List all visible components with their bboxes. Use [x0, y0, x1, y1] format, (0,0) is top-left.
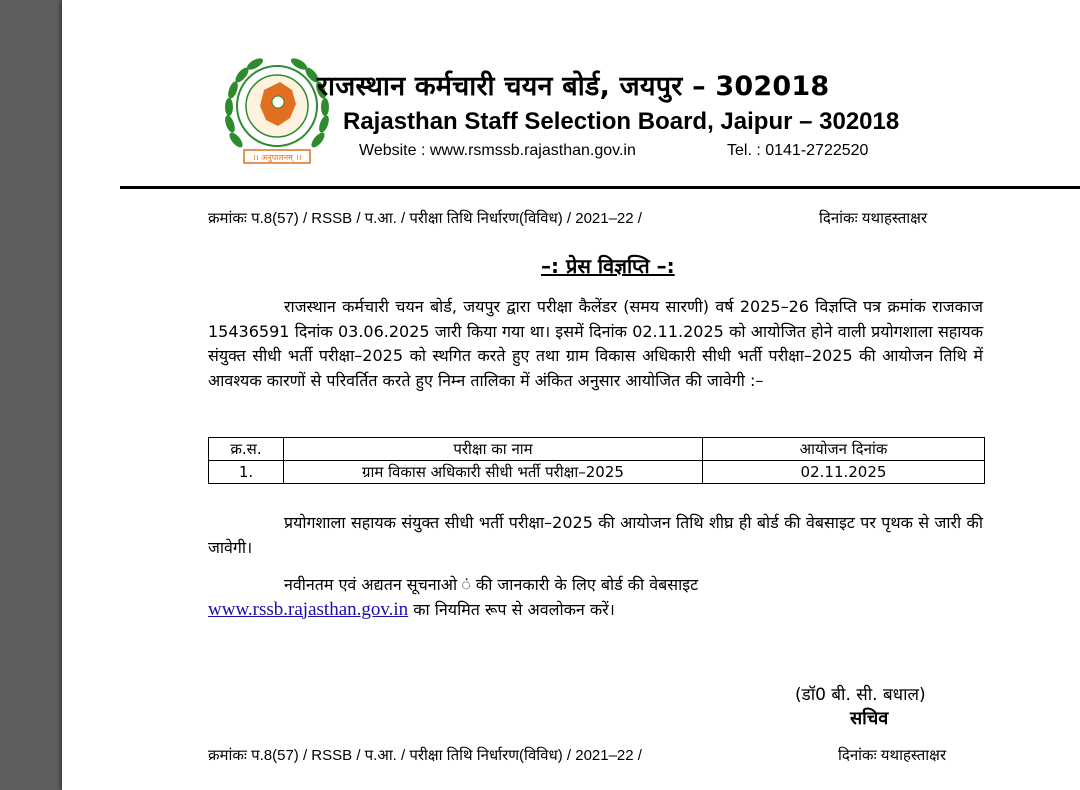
emblem-motto: ।। अनुपालनम् ।।: [252, 153, 302, 162]
header-website: Website : www.rsmssb.rajasthan.gov.in: [359, 142, 636, 159]
header-exam-date: आयोजन दिनांक: [703, 438, 985, 461]
website-notice-suffix: का नियमित रूप से अवलोकन करें।: [408, 599, 615, 619]
paragraph-website-notice: [208, 573, 983, 622]
table-row: [209, 461, 985, 484]
header-divider: [120, 186, 1080, 189]
rssb-website-link[interactable]: www.rssb.rajasthan.gov.in: [208, 598, 409, 620]
header-telephone: Tel. : 0141-2722520: [727, 142, 869, 159]
footer-reference-date: दिनांकः यथाहस्ताक्षर: [838, 747, 947, 764]
rssb-emblem-logo: [222, 52, 332, 170]
exam-schedule-table: [208, 437, 985, 484]
cell-exam-date: 02.11.2025: [703, 461, 985, 484]
board-title-english: Rajasthan Staff Selection Board, Jaipur – 302018: [343, 108, 900, 135]
header-exam-name: परीक्षा का नाम: [284, 438, 703, 461]
reference-date: दिनांकः यथाहस्ताक्षर: [819, 210, 928, 227]
paragraph-lab-assistant-note: प्रयोगशाला सहायक संयुक्त सीधी भर्ती परीक्षा–2025 की आयोजन तिथि शीघ्र ही बोर्ड की वेबसाइट पर पृथक से जारी की जावेगी।: [208, 513, 983, 557]
press-release-title: –: प्रेस विज्ञप्ति –:: [541, 254, 675, 278]
header-serial: क्र.स.: [209, 438, 284, 461]
signatory-designation: सचिव: [850, 708, 889, 729]
table-header-row: [209, 438, 985, 461]
website-notice-text: नवीनतम एवं अद्यतन सूचनाओ ं की जानकारी के लिए बोर्ड की वेबसाइट: [284, 575, 699, 594]
footer-reference-number: क्रमांकः प.8(57) / RSSB / प.आ. / परीक्षा तिथि निर्धारण(विविध) / 2021–22 /: [208, 747, 642, 764]
signatory-name: (डॉ0 बी. सी. बधाल): [795, 685, 926, 705]
board-title-hindi: राजस्थान कर्मचारी चयन बोर्ड, जयपुर – 302018: [317, 71, 830, 102]
document-page: [62, 0, 1080, 790]
cell-serial: 1.: [209, 461, 284, 484]
reference-number: क्रमांकः प.8(57) / RSSB / प.आ. / परीक्षा तिथि निर्धारण(विविध) / 2021–22 /: [208, 210, 642, 227]
cell-exam-name: ग्राम विकास अधिकारी सीधी भर्ती परीक्षा–2025: [284, 461, 703, 484]
paragraph-announcement: राजस्थान कर्मचारी चयन बोर्ड, जयपुर द्वारा परीक्षा कैलेंडर (समय सारणी) वर्ष 2025–26 विज्ञप्ति पत्र क्रमांक राजकाज 15436591 दिनांक 03.06.2025 जारी किया गया था। इसमें दिनांक 02.11.2025 को आयोजित होने वाली प्रयोगशाला सहायक संयुक्त सीधी भर्ती परीक्षा–2025 को स्थगित करते हुए तथा ग्राम विकास अधिकारी सीधी भर्ती परीक्षा–2025 की आयोजन तिथि में आवश्यक कारणों से परिवर्तित करते हुए निम्न तालिका में अंकित अनुसार आयोजित की जावेगी :–: [208, 297, 983, 390]
